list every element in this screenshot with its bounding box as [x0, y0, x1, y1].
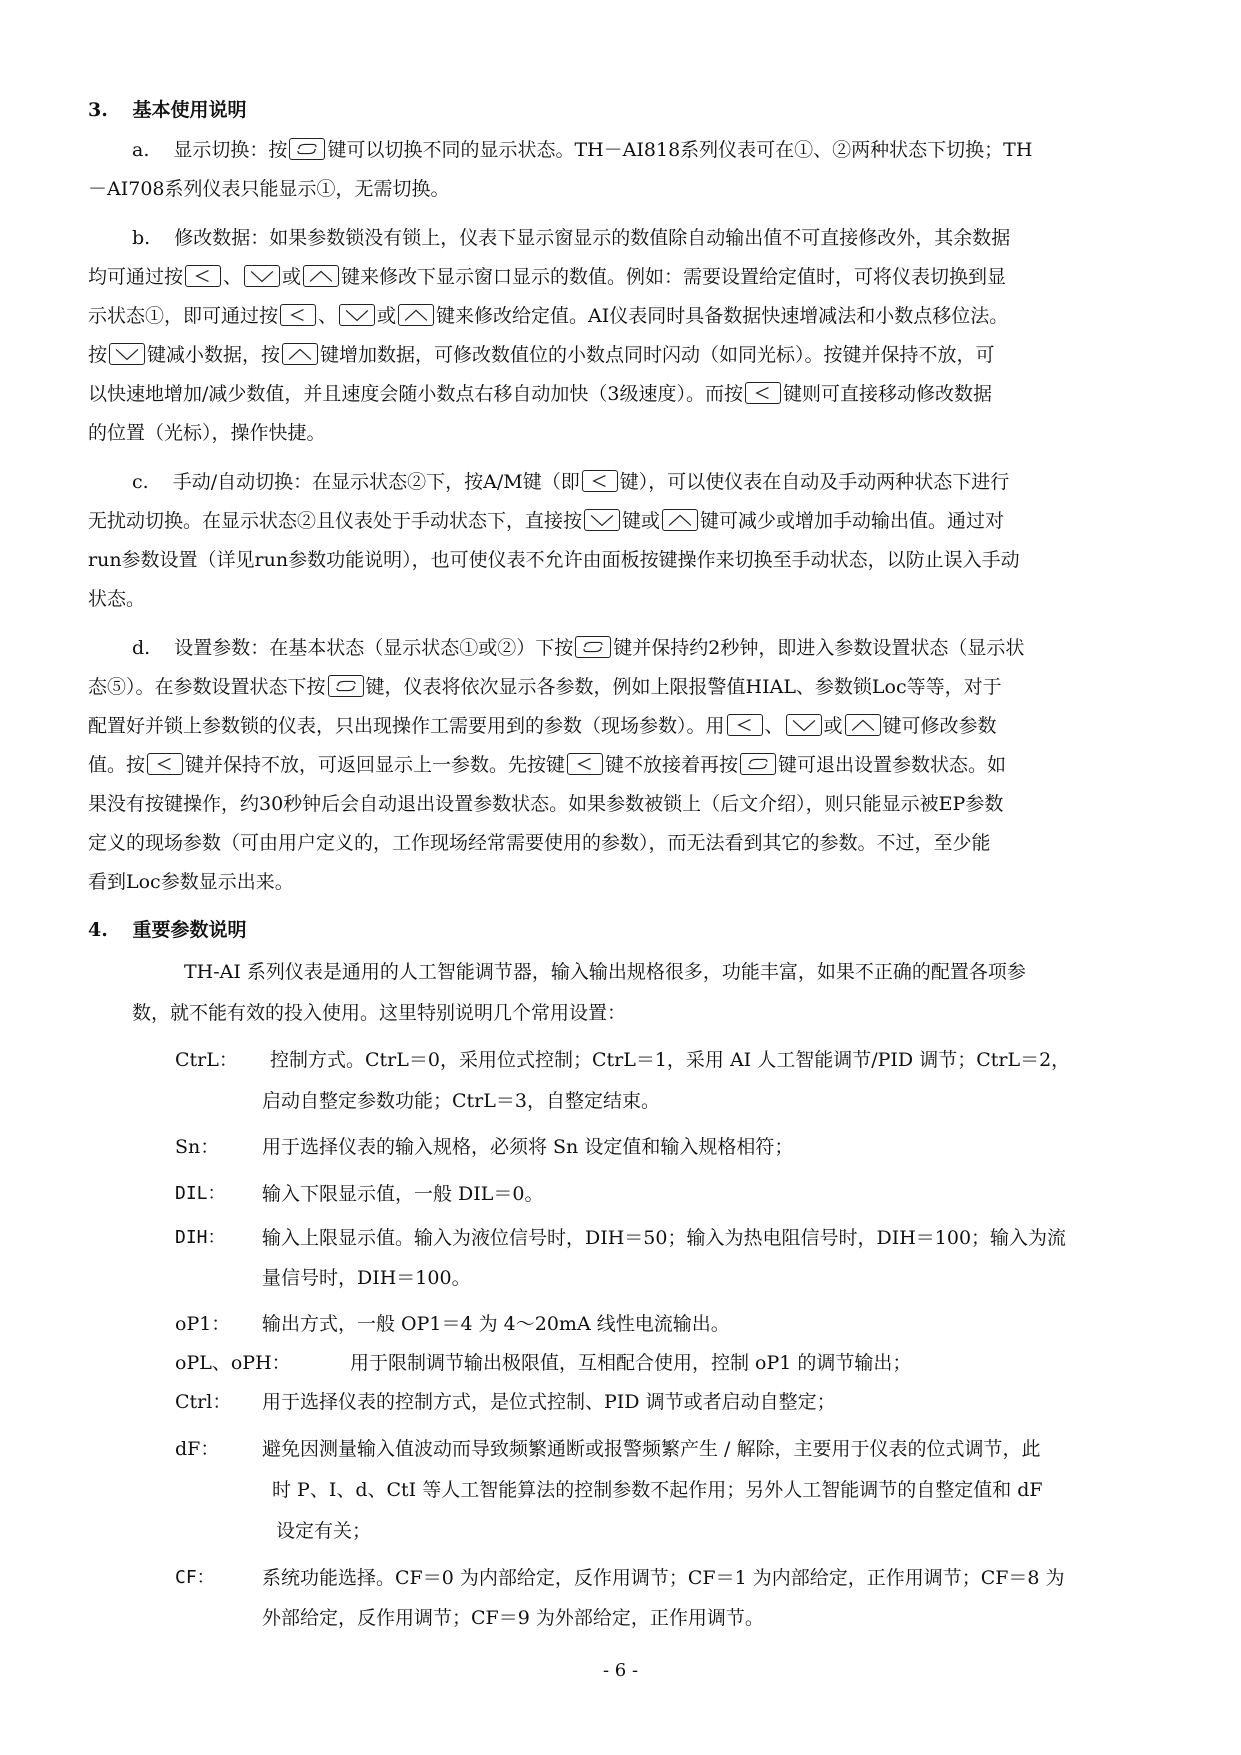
text: 键减小数据，按: [147, 344, 281, 366]
text: 均可通过按: [88, 266, 184, 288]
text: 或: [377, 305, 397, 327]
text: 键不放接着再按: [605, 754, 739, 776]
text: 值。按: [88, 754, 146, 776]
text: 键则可直接移动修改数据: [783, 383, 993, 405]
text: 按: [88, 344, 108, 366]
item-marker: a.: [132, 139, 150, 161]
up-key-icon: [398, 304, 434, 326]
text: 键可修改参数: [882, 715, 997, 737]
section-number: 3.: [88, 99, 108, 121]
set-key-icon: [289, 138, 325, 160]
para-b-line-2: [88, 265, 1006, 289]
para-d-line-4: [88, 753, 1006, 777]
param-name-dih: DIH：: [175, 1227, 226, 1248]
set-key-icon: [328, 675, 364, 697]
set-key-icon: [740, 753, 776, 775]
section-4-heading: [88, 918, 246, 942]
section-3-heading: [88, 98, 246, 122]
set-key-icon: [575, 636, 611, 658]
section-4-intro-line-1: TH-AI 系列仪表是通用的人工智能调节器，输入输出规格很多，功能丰富，如果不正确的配置各项参: [184, 961, 1026, 983]
text: 键，仪表将依次显示各参数，例如上限报警值HIAL、参数锁Loc等等，对于: [365, 676, 1002, 698]
down-key-icon: [786, 714, 822, 736]
text: 配置好并锁上参数锁的仪表，只出现操作工需要用到的参数（现场参数）。用: [88, 715, 725, 737]
down-key-icon: [584, 509, 620, 531]
param-desc-dil: 输入下限显示值，一般 DIL＝0。: [262, 1183, 544, 1205]
left-key-icon: [185, 265, 221, 287]
left-key-icon: [147, 753, 183, 775]
text: 手动/自动切换：在显示状态②下，按A/M键（即: [172, 471, 580, 493]
text: 键可退出设置参数状态。如: [778, 754, 1007, 776]
text: 键增加数据，可修改数值位的小数点同时闪动（如同光标）。按键并保持不放，可: [320, 344, 995, 366]
para-b-line-3: [88, 304, 1008, 328]
param-desc-df: 避免因测量输入值波动而导致频繁通断或报警频繁产生 / 解除，主要用于仪表的位式调节，此: [262, 1438, 1041, 1460]
text: 修改数据：如果参数锁没有锁上，仪表下显示窗显示的数值除自动输出值不可直接修改外，其余数据: [174, 227, 1011, 249]
left-key-icon: [745, 382, 781, 404]
param-desc-cf: 系统功能选择。CF＝0 为内部给定，反作用调节；CF＝1 为内部给定，正作用调节；CF＝8 为: [262, 1567, 1065, 1589]
text: 或: [823, 715, 843, 737]
up-key-icon: [662, 509, 698, 531]
text: 、: [223, 266, 243, 288]
text: 、: [764, 715, 784, 737]
up-key-icon: [303, 265, 339, 287]
text: 态⑤）。在参数设置状态下按: [88, 676, 326, 698]
param-name-opl-oph: oPL、oPH：: [175, 1352, 291, 1374]
para-c-line-4: 状态。: [88, 588, 146, 610]
param-name-cf: CF：: [175, 1567, 215, 1588]
text: 键可减少或增加手动输出值。通过对: [700, 510, 1005, 532]
up-key-icon: [845, 714, 881, 736]
para-c-line-1: [132, 470, 1009, 494]
left-key-icon: [567, 753, 603, 775]
text: 键可以切换不同的显示状态。TH－AI818系列仪表可在①、②两种状态下切换；TH: [327, 139, 1033, 161]
param-name-df: dF：: [175, 1438, 220, 1460]
text: 或: [282, 266, 302, 288]
section-number: 4.: [88, 919, 108, 941]
down-key-icon: [339, 304, 375, 326]
para-d-line-1: [132, 636, 1024, 660]
item-marker: d.: [132, 637, 151, 659]
page-number: - 6 -: [602, 1660, 639, 1681]
para-d-line-2: [88, 675, 1002, 699]
text: 无扰动切换。在显示状态②且仪表处于手动状态下，直接按: [88, 510, 583, 532]
para-d-line-3: [88, 714, 997, 738]
section-title: 重要参数说明: [132, 919, 247, 941]
left-key-icon: [280, 304, 316, 326]
section-4-intro-line-2: 数，就不能有效的投入使用。这里特别说明几个常用设置：: [132, 1002, 627, 1024]
text: 键并保持约2秒钟，即进入参数设置状态（显示状: [613, 637, 1025, 659]
param-desc-dih-cont: 量信号时，DIH＝100。: [262, 1267, 471, 1289]
param-name-ctrl: CtrL：: [175, 1049, 238, 1071]
para-d-line-6: 定义的现场参数（可由用户定义的，工作现场经常需要使用的参数），而无法看到其它的参数。不过，至少能: [88, 832, 991, 854]
para-c-line-3: run参数设置（详见run参数功能说明），也可使仪表不允许由面板按键操作来切换至手动状态，以防止误入手动: [88, 549, 1020, 571]
text: 键并保持不放，可返回显示上一参数。先按键: [185, 754, 566, 776]
param-desc-sn: 用于选择仪表的输入规格，必须将 Sn 设定值和输入规格相符；: [262, 1136, 794, 1158]
para-b-line-4: [88, 343, 995, 367]
down-key-icon: [109, 343, 145, 365]
param-desc-ctrl: 控制方式。CtrL＝0，采用位式控制；CtrL＝1，采用 AI 人工智能调节/PID 调节；CtrL＝2，: [270, 1049, 1071, 1071]
param-desc-df-cont-2: 设定有关；: [276, 1520, 372, 1542]
param-desc-opl-oph: 用于限制调节输出极限值，互相配合使用，控制 oP1 的调节输出；: [350, 1352, 912, 1374]
param-name-ctrl-mode: Ctrl：: [175, 1391, 232, 1413]
para-b-line-5: [88, 382, 992, 406]
para-a-line-1: [132, 138, 1032, 162]
text: 以快速地增加/减少数值，并且速度会随小数点右移自动加快（3级速度）。而按: [88, 383, 743, 405]
text: 键或: [622, 510, 661, 532]
left-key-icon: [727, 714, 763, 736]
param-name-dil: DIL：: [175, 1183, 226, 1204]
text: 键），可以使仪表在自动及手动两种状态下进行: [619, 471, 1010, 493]
param-desc-dih: 输入上限显示值。输入为液位信号时，DIH＝50；输入为热电阻信号时，DIH＝100；输入为流: [262, 1227, 1067, 1249]
param-name-op1: oP1：: [175, 1313, 231, 1335]
item-marker: b.: [132, 227, 151, 249]
item-marker: c.: [132, 471, 149, 493]
param-desc-ctrl-mode: 用于选择仪表的控制方式，是位式控制、PID 调节或者启动自整定；: [262, 1391, 836, 1413]
left-key-icon: [582, 470, 618, 492]
param-name-sn: Sn：: [175, 1136, 220, 1158]
param-desc-op1: 输出方式，一般 OP1＝4 为 4～20mA 线性电流输出。: [262, 1313, 730, 1335]
para-b-line-6: 的位置（光标），操作快捷。: [88, 422, 326, 444]
text: 示状态①，即可通过按: [88, 305, 279, 327]
param-desc-cf-cont: 外部给定，反作用调节；CF＝9 为外部给定，正作用调节。: [262, 1607, 764, 1629]
param-desc-df-cont-1: 时 P、I、d、CtI 等人工智能算法的控制参数不起作用；另外人工智能调节的自整定值和 dF: [272, 1479, 1043, 1501]
para-d-line-7: 看到Loc参数显示出来。: [88, 871, 294, 893]
text: 设置参数：在基本状态（显示状态①或②）下按: [174, 637, 574, 659]
text: 显示切换：按: [173, 139, 288, 161]
para-c-line-2: [88, 509, 1004, 533]
param-desc-ctrl-cont: 启动自整定参数功能；CtrL＝3，自整定结束。: [262, 1090, 660, 1112]
down-key-icon: [244, 265, 280, 287]
section-title: 基本使用说明: [132, 99, 247, 121]
para-a-line-2: －AI708系列仪表只能显示①，无需切换。: [88, 178, 450, 200]
para-d-line-5: 果没有按键操作，约30秒钟后会自动退出设置参数状态。如果参数被锁上（后文介绍），则只能显示被EP参数: [88, 793, 1004, 815]
text: 键来修改给定值。AI仪表同时具备数据快速增减法和小数点移位法。: [436, 305, 1009, 327]
up-key-icon: [282, 343, 318, 365]
para-b-line-1: [132, 226, 1010, 250]
text: 键来修改下显示窗口显示的数值。例如：需要设置给定值时，可将仪表切换到显: [341, 266, 1007, 288]
text: 、: [318, 305, 338, 327]
